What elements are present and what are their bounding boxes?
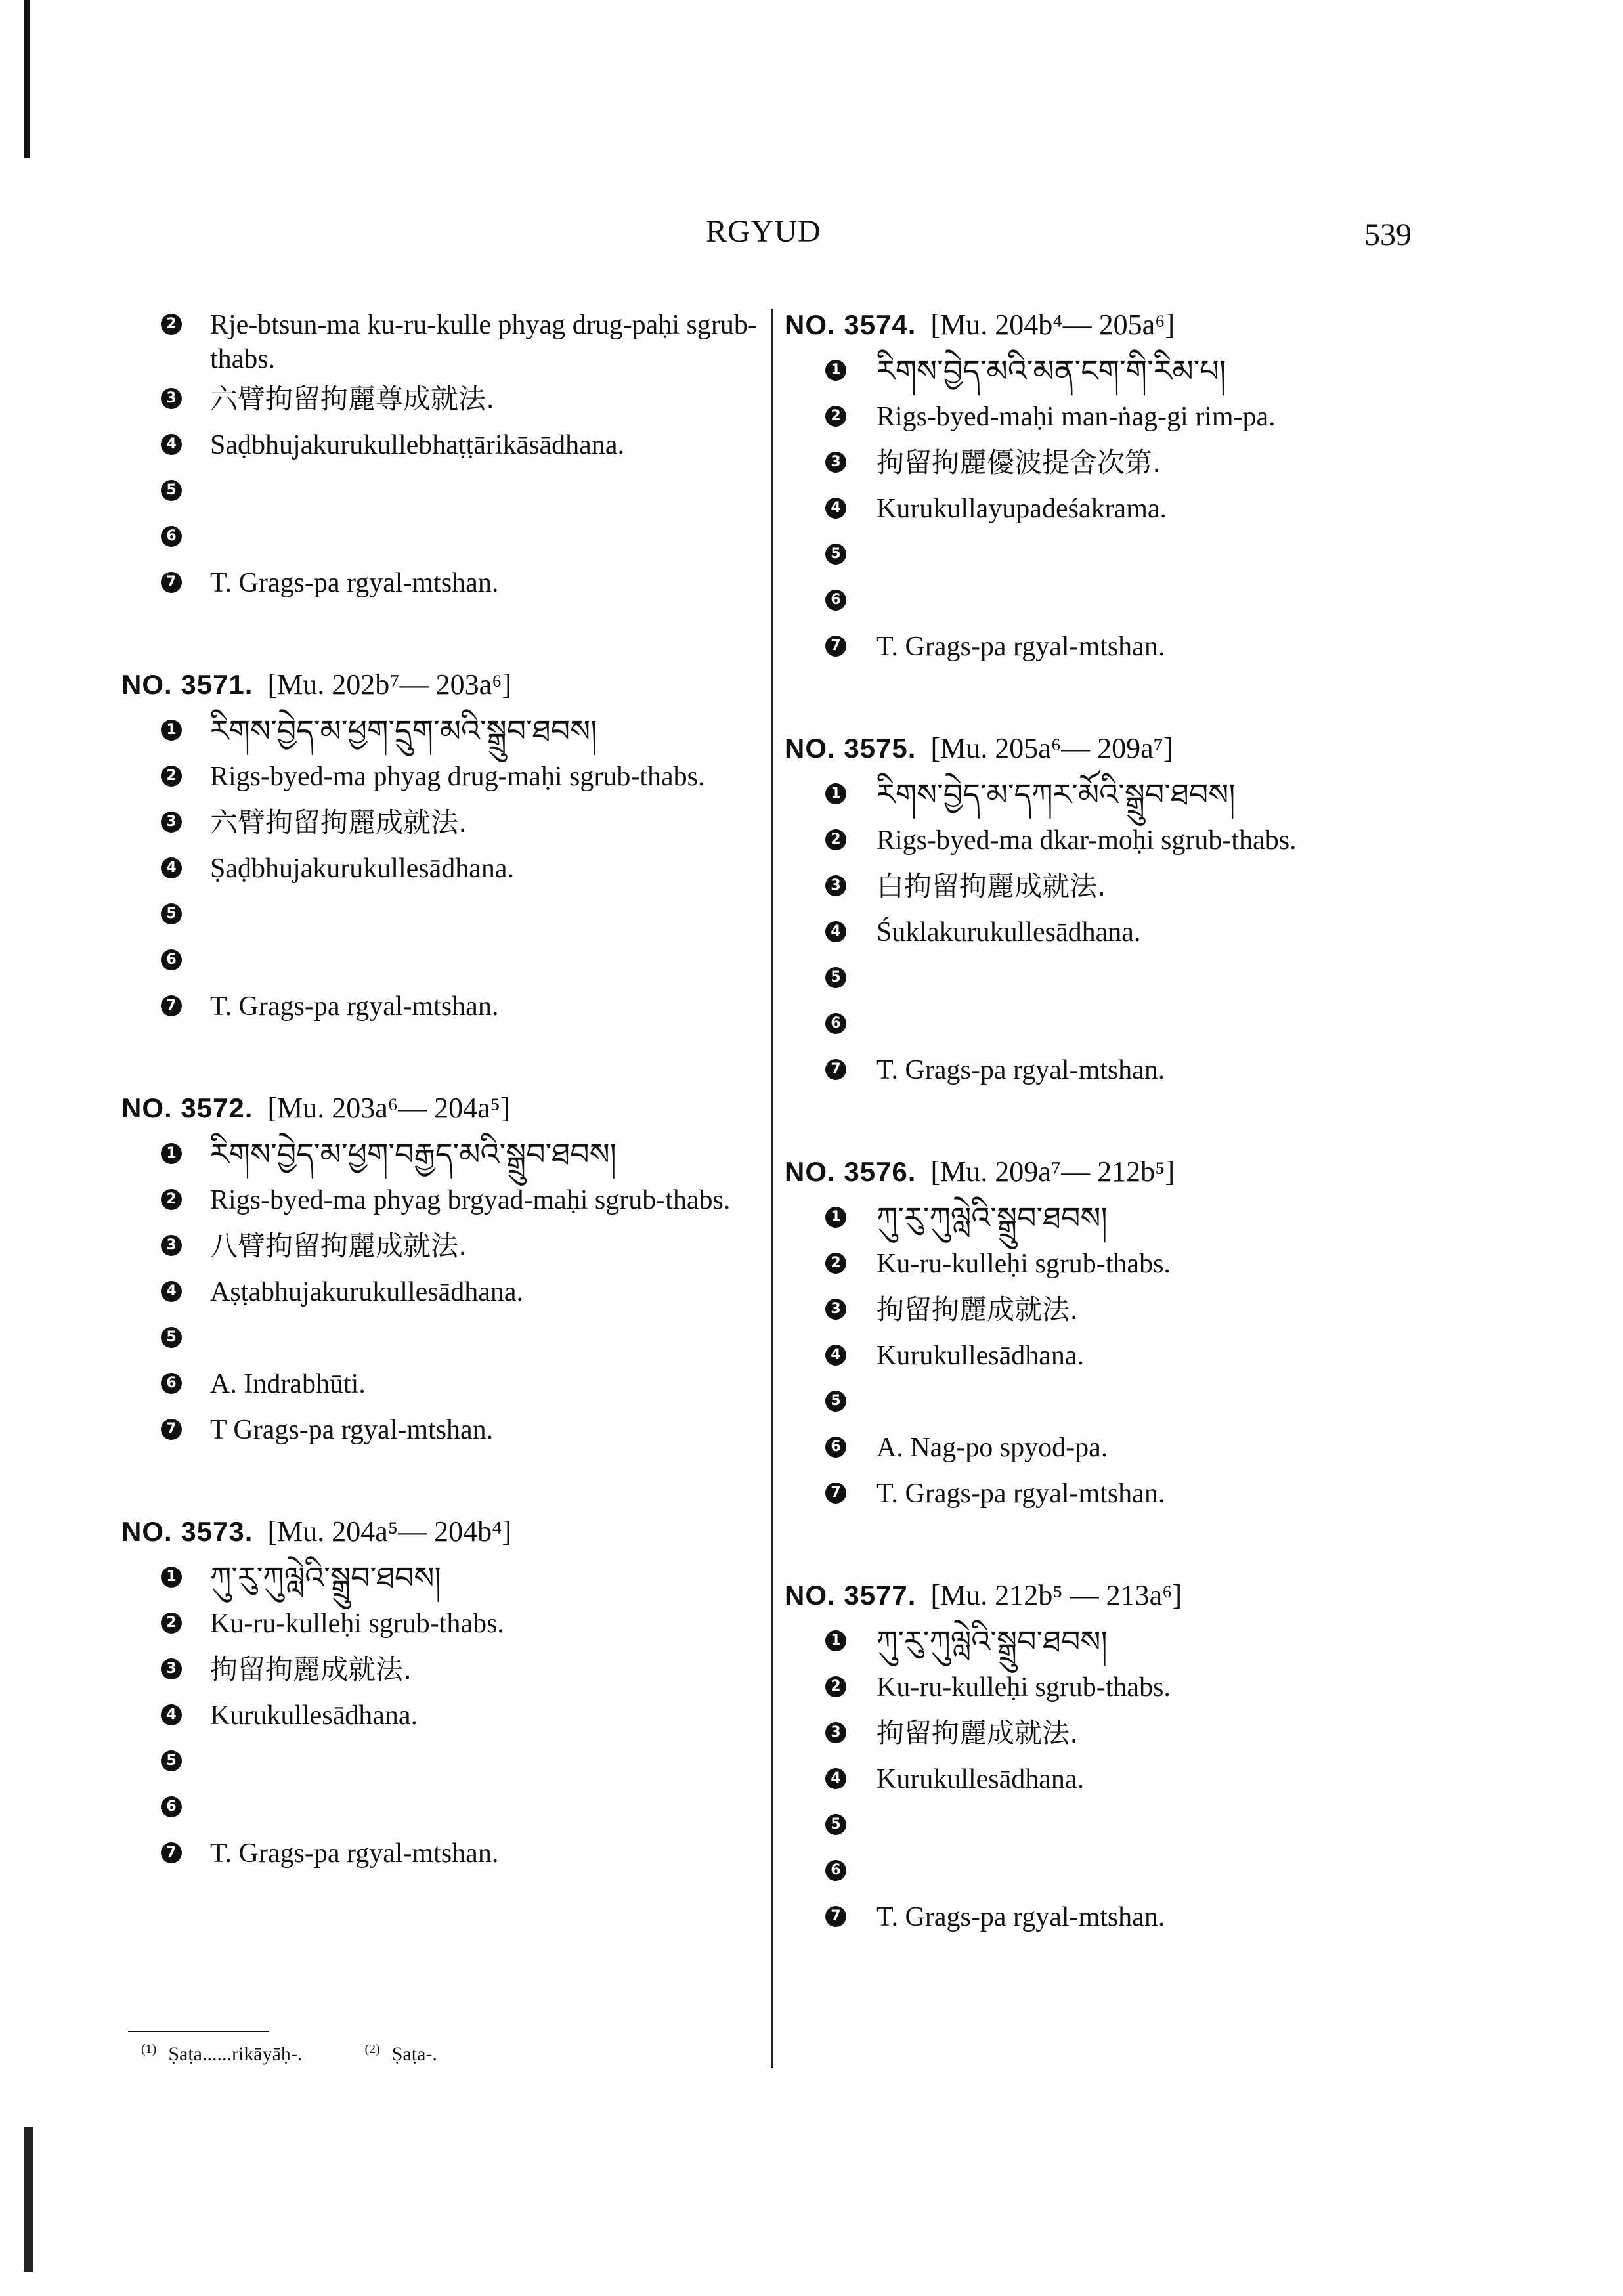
field-row-1: [785, 348, 1520, 394]
field-row-6: [785, 1848, 1520, 1894]
circled-number-5: 5: [161, 903, 182, 924]
field-text: T. Grags-pa rgyal-mtshan.: [210, 568, 499, 598]
circled-number-1: 1: [161, 1143, 182, 1164]
field-row-7: [121, 1407, 758, 1453]
field-row-3: [121, 1647, 758, 1693]
field-row-4: [785, 1756, 1520, 1802]
circled-number-2: 2: [825, 406, 846, 427]
field-row-4: [121, 422, 758, 468]
field-text: [876, 532, 1520, 538]
field-text: 拘留拘麗成就法.: [210, 1653, 412, 1685]
field-row-2: [785, 1664, 1520, 1710]
folio-reference: [Mu. 204a⁵— 204b⁴]: [267, 1515, 512, 1548]
field-row-6: [785, 1425, 1520, 1471]
circled-number-1: 1: [161, 1567, 182, 1588]
running-head: RGYUD: [706, 214, 821, 249]
field-text: A. Indrabhūti.: [210, 1369, 366, 1399]
field-text: 六臂拘留拘麗尊成就法.: [210, 383, 495, 415]
field-text: Ku-ru-kulleḥi sgrub-thabs.: [210, 1609, 504, 1639]
field-row-1: [785, 1618, 1520, 1664]
circled-number-2: 2: [825, 1253, 846, 1274]
field-row-7: [785, 624, 1520, 670]
field-text: 拘留拘麗成就法.: [876, 1293, 1079, 1326]
field-text: [876, 1001, 1520, 1007]
field-row-6: [785, 578, 1520, 624]
field-text: [876, 955, 1520, 961]
field-text: Ṣaḍbhujakurukullesādhana.: [210, 854, 515, 884]
field-text: Saḍbhujakurukullebhaṭṭārikāsādhana.: [210, 430, 624, 460]
circled-number-5: 5: [161, 1750, 182, 1771]
field-text: Rigs-byed-ma phyag brgyad-maḥi sgrub-thabs.: [210, 1185, 731, 1215]
field-row-7: [121, 984, 758, 1029]
field-text: རིགས་བྱེད་མ་ཕྱག་དྲུག་མའི་སྒྲུབ་ཐབས།: [210, 713, 597, 748]
circled-number-1: 1: [825, 1630, 846, 1651]
circled-number-7: 7: [161, 572, 182, 593]
page-number: 539: [1364, 217, 1412, 252]
circled-number-7: 7: [825, 1059, 846, 1080]
field-text: ཀུ་རུ་ཀུལླེའི་སྒྲུབ་ཐབས།: [876, 1200, 1108, 1236]
circled-number-4: 4: [161, 1281, 182, 1302]
footnote: [141, 2043, 302, 2065]
field-row-2: [121, 1601, 758, 1647]
entry-heading: [785, 726, 1520, 771]
field-row-1: [121, 1555, 758, 1601]
entry-number: NO. 3576.: [785, 1156, 917, 1187]
footnote-mark: (2): [364, 2042, 380, 2056]
field-text: རིགས་བྱེད་མ་དཀར་མོའི་སྒྲུབ་ཐབས།: [876, 777, 1236, 812]
field-text: 拘留拘麗優波提舍次第.: [876, 446, 1161, 479]
circled-number-4: 4: [825, 1345, 846, 1366]
field-row-6: [121, 514, 758, 560]
folio-reference: [Mu. 212b⁵ — 213a⁶]: [930, 1579, 1182, 1611]
field-text: Kurukullesādhana.: [210, 1700, 418, 1731]
field-text: [876, 1848, 1520, 1854]
circled-number-4: 4: [825, 498, 846, 519]
field-text: རིགས་བྱེད་མ་ཕྱག་བརྒྱད་མའི་སྒྲུབ་ཐབས།: [210, 1137, 617, 1172]
entry-heading: [121, 1509, 758, 1555]
field-row-5: [121, 1739, 758, 1785]
circled-number-5: 5: [825, 544, 846, 565]
folio-reference: [Mu. 204b⁴— 205a⁶]: [930, 309, 1175, 341]
entry-number: NO. 3575.: [785, 733, 917, 764]
field-text: T. Grags-pa rgyal-mtshan.: [876, 1055, 1165, 1085]
circled-number-2: 2: [161, 1189, 182, 1210]
entry-number: NO. 3571.: [121, 669, 253, 700]
circled-number-4: 4: [161, 1704, 182, 1725]
catalog-entry: [785, 1149, 1520, 1517]
field-row-7: [121, 1830, 758, 1876]
field-text: T Grags-pa rgyal-mtshan.: [210, 1415, 494, 1445]
circled-number-6: 6: [825, 1437, 846, 1458]
circled-number-6: 6: [161, 949, 182, 970]
circled-number-7: 7: [161, 1419, 182, 1440]
footnote-mark: (1): [141, 2042, 157, 2056]
field-text: T. Grags-pa rgyal-mtshan.: [210, 991, 499, 1022]
field-row-1: [785, 771, 1520, 817]
circled-number-6: 6: [825, 1013, 846, 1034]
field-row-3: [121, 1223, 758, 1269]
field-text: Kurukullesādhana.: [876, 1764, 1085, 1794]
catalog-entry: [785, 302, 1520, 670]
field-text: རིགས་བྱེད་མའི་མན་ངག་གི་རིམ་པ།: [876, 353, 1226, 389]
circled-number-4: 4: [161, 857, 182, 878]
circled-number-6: 6: [825, 590, 846, 611]
field-text: 六臂拘留拘麗成就法.: [210, 806, 467, 838]
circled-number-3: 3: [825, 1722, 846, 1743]
field-row-2: [121, 1177, 758, 1223]
field-row-4: [785, 1333, 1520, 1379]
folio-reference: [Mu. 209a⁷— 212b⁵]: [930, 1156, 1175, 1188]
field-row-4: [785, 909, 1520, 955]
field-text: [210, 938, 758, 943]
field-row-2: [121, 302, 758, 376]
circled-number-7: 7: [161, 1842, 182, 1863]
field-text: Ku-ru-kulleḥi sgrub-thabs.: [876, 1249, 1171, 1279]
field-text: [876, 1379, 1520, 1385]
entry-number: NO. 3573.: [121, 1516, 253, 1547]
page-edge-rule: [24, 0, 30, 158]
circled-number-4: 4: [825, 921, 846, 942]
circled-number-6: 6: [161, 1796, 182, 1817]
circled-number-1: 1: [161, 720, 182, 741]
entry-heading: [785, 302, 1520, 348]
entry-heading: [785, 1572, 1520, 1618]
field-row-1: [785, 1195, 1520, 1241]
catalog-entry: [785, 1572, 1520, 1940]
circled-number-6: 6: [161, 1373, 182, 1394]
circled-number-2: 2: [161, 766, 182, 787]
field-row-2: [785, 817, 1520, 863]
circled-number-2: 2: [825, 1676, 846, 1697]
field-row-3: [785, 863, 1520, 909]
field-row-3: [785, 1710, 1520, 1756]
field-text: 白拘留拘麗成就法.: [876, 870, 1106, 902]
field-text: Śuklakurukullesādhana.: [876, 917, 1141, 947]
field-row-5: [785, 1379, 1520, 1425]
field-text: [210, 1785, 758, 1790]
field-row-2: [785, 1241, 1520, 1287]
field-text: [876, 578, 1520, 584]
circled-number-5: 5: [161, 1327, 182, 1348]
folio-reference: [Mu. 202b⁷— 203a⁶]: [267, 668, 512, 701]
field-row-3: [121, 800, 758, 846]
field-row-2: [785, 394, 1520, 440]
field-text: Aṣṭabhujakurukullesādhana.: [210, 1277, 524, 1307]
circled-number-3: 3: [825, 452, 846, 473]
footnotes: [141, 2042, 500, 2066]
field-text: ཀུ་རུ་ཀུལླེའི་སྒྲུབ་ཐབས།: [210, 1560, 441, 1595]
field-text: Kurukullesādhana.: [876, 1341, 1085, 1371]
field-row-4: [785, 486, 1520, 532]
field-row-4: [121, 1269, 758, 1315]
field-row-7: [785, 1471, 1520, 1517]
circled-number-7: 7: [825, 636, 846, 657]
footnote: [364, 2043, 437, 2065]
circled-number-3: 3: [161, 1235, 182, 1256]
field-row-5: [785, 532, 1520, 578]
field-row-5: [785, 1802, 1520, 1848]
entry-heading: [785, 1149, 1520, 1195]
field-text: Rigs-byed-ma dkar-moḥi sgrub-thabs.: [876, 825, 1297, 856]
field-row-6: [121, 938, 758, 984]
field-row-5: [121, 468, 758, 514]
field-row-5: [785, 955, 1520, 1001]
circled-number-7: 7: [825, 1906, 846, 1927]
circled-number-3: 3: [161, 812, 182, 833]
entry-heading: [121, 1085, 758, 1131]
field-row-4: [121, 846, 758, 892]
field-text: [210, 1739, 758, 1744]
field-text: T. Grags-pa rgyal-mtshan.: [210, 1838, 499, 1869]
column-divider: [771, 309, 773, 2068]
circled-number-2: 2: [161, 314, 182, 335]
field-text: [210, 1315, 758, 1321]
catalog-entry: [121, 1085, 758, 1453]
field-text: 拘留拘麗成就法.: [876, 1717, 1079, 1749]
catalog-entry: [121, 1509, 758, 1876]
entry-heading: [121, 662, 758, 708]
circled-number-2: 2: [161, 1613, 182, 1634]
field-row-7: [121, 560, 758, 606]
page-edge-mark: [24, 2127, 33, 2272]
circled-number-5: 5: [161, 480, 182, 501]
field-row-4: [121, 1693, 758, 1739]
circled-number-5: 5: [825, 1814, 846, 1835]
field-row-3: [785, 440, 1520, 486]
field-text: T. Grags-pa rgyal-mtshan.: [876, 1902, 1165, 1932]
circled-number-1: 1: [825, 1207, 846, 1228]
field-text: Rje-btsun-ma ku-ru-kulle phyag drug-paḥi sgrub-thabs.: [210, 310, 757, 374]
field-text: [210, 892, 758, 898]
field-text: ཀུ་རུ་ཀུལླེའི་སྒྲུབ་ཐབས།: [876, 1624, 1108, 1659]
footnote-text: Ṣaṭa......rikāyāḥ-.: [168, 2043, 303, 2065]
field-row-5: [121, 892, 758, 938]
circled-number-3: 3: [161, 1658, 182, 1679]
field-row-3: [785, 1287, 1520, 1333]
continued-entry: [121, 302, 758, 606]
folio-reference: [Mu. 203a⁶— 204a⁵]: [267, 1092, 510, 1124]
entry-number: NO. 3572.: [121, 1093, 253, 1123]
circled-number-7: 7: [161, 995, 182, 1016]
folio-reference: [Mu. 205a⁶— 209a⁷]: [930, 732, 1173, 764]
circled-number-3: 3: [161, 388, 182, 409]
entry-number: NO. 3574.: [785, 309, 917, 340]
circled-number-6: 6: [161, 526, 182, 547]
field-row-5: [121, 1315, 758, 1361]
field-row-2: [121, 754, 758, 800]
field-row-7: [785, 1047, 1520, 1093]
circled-number-7: 7: [825, 1483, 846, 1504]
field-row-3: [121, 376, 758, 422]
circled-number-6: 6: [825, 1860, 846, 1881]
field-text: Rigs-byed-ma phyag drug-maḥi sgrub-thabs.: [210, 762, 705, 792]
footnote-rule: [128, 2031, 269, 2032]
field-row-7: [785, 1894, 1520, 1940]
circled-number-5: 5: [825, 1391, 846, 1412]
circled-number-1: 1: [825, 360, 846, 381]
field-row-1: [121, 708, 758, 754]
field-text: Ku-ru-kulleḥi sgrub-thabs.: [876, 1672, 1171, 1702]
left-column: [121, 302, 758, 1932]
catalog-entry: [785, 726, 1520, 1093]
circled-number-5: 5: [825, 967, 846, 988]
field-row-6: [121, 1785, 758, 1830]
circled-number-4: 4: [825, 1768, 846, 1789]
field-row-1: [121, 1131, 758, 1177]
field-row-6: [121, 1361, 758, 1407]
right-column: [785, 302, 1520, 1996]
field-text: Rigs-byed-maḥi man-ṅag-gi rim-pa.: [876, 402, 1276, 432]
field-text: T. Grags-pa rgyal-mtshan.: [876, 1479, 1165, 1509]
field-text: [210, 468, 758, 474]
entry-number: NO. 3577.: [785, 1580, 917, 1611]
circled-number-3: 3: [825, 875, 846, 896]
circled-number-2: 2: [825, 829, 846, 850]
field-row-6: [785, 1001, 1520, 1047]
field-text: Kurukullayupadeśakrama.: [876, 494, 1167, 524]
field-text: [876, 1802, 1520, 1808]
field-text: [210, 514, 758, 520]
catalog-entry: [121, 662, 758, 1029]
field-text: A. Nag-po spyod-pa.: [876, 1433, 1108, 1463]
circled-number-3: 3: [825, 1299, 846, 1320]
footnote-text: Ṣaṭa-.: [391, 2043, 437, 2065]
field-text: T. Grags-pa rgyal-mtshan.: [876, 632, 1165, 662]
field-text: 八臂拘留拘麗成就法.: [210, 1230, 467, 1262]
circled-number-4: 4: [161, 434, 182, 455]
circled-number-1: 1: [825, 783, 846, 804]
